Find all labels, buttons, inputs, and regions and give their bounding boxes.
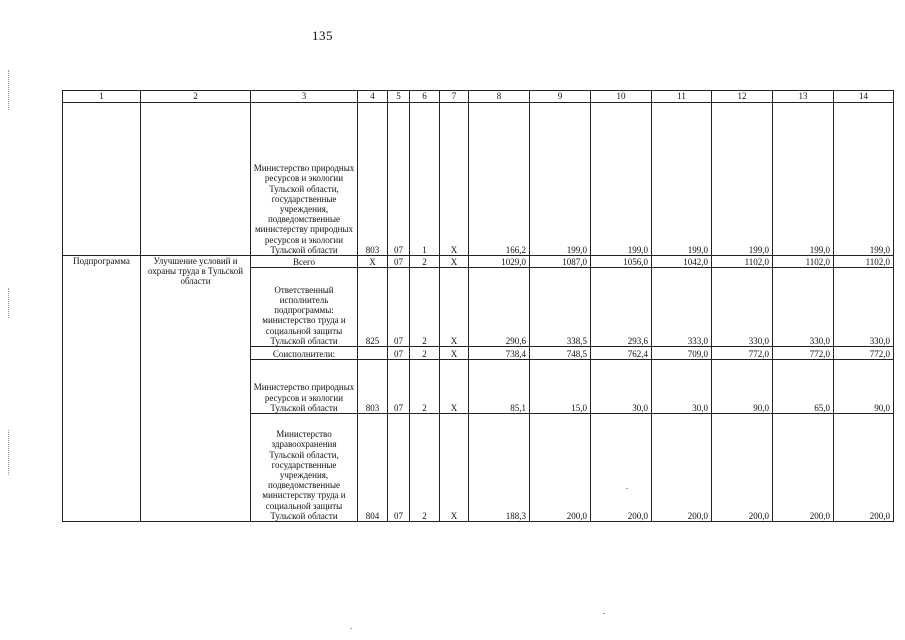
target-article-cell: Х [440, 360, 469, 414]
amount-cell: 1042,0 [652, 256, 712, 268]
page-number: 135 [312, 28, 333, 43]
grbs-code-cell: 803 [358, 103, 388, 256]
amount-cell: 1029,0 [469, 256, 530, 268]
section-code-cell: 07 [388, 414, 410, 522]
amount-cell: 200,0 [773, 414, 834, 522]
amount-cell: 90,0 [834, 360, 894, 414]
scan-margin-mark [8, 430, 9, 475]
amount-cell: 90,0 [712, 360, 773, 414]
amount-cell: 65,0 [773, 360, 834, 414]
program-name-cell [141, 103, 251, 256]
scan-margin-mark [8, 288, 9, 318]
scan-margin-mark [8, 70, 9, 110]
column-number: 6 [410, 91, 440, 103]
amount-cell: 293,6 [591, 268, 652, 347]
program-type-cell: Подпрограмма [63, 256, 141, 522]
amount-cell: 738,4 [469, 347, 530, 360]
column-number-row [63, 91, 894, 103]
amount-cell: 199,0 [773, 103, 834, 256]
amount-cell: 1102,0 [773, 256, 834, 268]
amount-cell: 330,0 [773, 268, 834, 347]
column-number: 5 [388, 91, 410, 103]
column-number: 13 [773, 91, 834, 103]
section-code-cell: 07 [388, 268, 410, 347]
scan-speck [350, 628, 352, 629]
amount-cell: 762,4 [591, 347, 652, 360]
column-number: 14 [834, 91, 894, 103]
amount-cell: 200,0 [591, 414, 652, 522]
amount-cell: 30,0 [652, 360, 712, 414]
amount-cell: 748,5 [530, 347, 591, 360]
amount-cell: 15,0 [530, 360, 591, 414]
executor-cell: Министерство природных ресурсов и экологии Тульской области, государственные учреждения, подведомственные министерству природных ресурсов и экологии Тульской области [251, 103, 358, 256]
amount-cell: 330,0 [834, 268, 894, 347]
target-article-cell: Х [440, 347, 469, 360]
grbs-code-cell: Х [358, 256, 388, 268]
executor-cell: Министерство природных ресурсов и экологии Тульской области [251, 360, 358, 414]
amount-cell: 338,5 [530, 268, 591, 347]
amount-cell: 709,0 [652, 347, 712, 360]
program-type-cell [63, 103, 141, 256]
amount-cell: 1102,0 [834, 256, 894, 268]
amount-cell: 30,0 [591, 360, 652, 414]
column-number: 3 [251, 91, 358, 103]
program-name-cell: Улучшение условий и охраны труда в Тульской области [141, 256, 251, 522]
amount-cell: 772,0 [712, 347, 773, 360]
subsection-code-cell: 2 [410, 360, 440, 414]
budget-table [62, 90, 894, 522]
executor-cell: Всего [251, 256, 358, 268]
amount-cell: 1102,0 [712, 256, 773, 268]
section-code-cell: 07 [388, 256, 410, 268]
amount-cell: 200,0 [652, 414, 712, 522]
amount-cell: 1056,0 [591, 256, 652, 268]
subsection-code-cell: 2 [410, 268, 440, 347]
column-number: 2 [141, 91, 251, 103]
amount-cell: 330,0 [712, 268, 773, 347]
amount-cell: 85,1 [469, 360, 530, 414]
executor-cell: Соисполнители: [251, 347, 358, 360]
grbs-code-cell: 803 [358, 360, 388, 414]
subsection-code-cell: 1 [410, 103, 440, 256]
subsection-code-cell: 2 [410, 256, 440, 268]
column-number: 10 [591, 91, 652, 103]
amount-cell: 199,0 [591, 103, 652, 256]
target-article-cell: Х [440, 256, 469, 268]
grbs-code-cell: 825 [358, 268, 388, 347]
table-row [63, 103, 894, 256]
amount-cell: 200,0 [530, 414, 591, 522]
section-code-cell: 07 [388, 347, 410, 360]
amount-cell: 1087,0 [530, 256, 591, 268]
amount-cell: 772,0 [834, 347, 894, 360]
target-article-cell: Х [440, 414, 469, 522]
amount-cell: 166,2 [469, 103, 530, 256]
executor-cell: Ответственный исполнитель подпрограммы: министерство труда и социальной защиты Тульской области [251, 268, 358, 347]
amount-cell: 200,0 [834, 414, 894, 522]
table-row [63, 256, 894, 268]
amount-cell: 290,6 [469, 268, 530, 347]
amount-cell: 199,0 [712, 103, 773, 256]
amount-cell: 200,0 [712, 414, 773, 522]
subsection-code-cell: 2 [410, 414, 440, 522]
column-number: 8 [469, 91, 530, 103]
column-number: 4 [358, 91, 388, 103]
grbs-code-cell: 804 [358, 414, 388, 522]
target-article-cell: Х [440, 268, 469, 347]
column-number: 11 [652, 91, 712, 103]
amount-cell: 199,0 [652, 103, 712, 256]
section-code-cell: 07 [388, 360, 410, 414]
column-number: 9 [530, 91, 591, 103]
column-number: 1 [63, 91, 141, 103]
scan-speck [603, 613, 605, 614]
column-number: 12 [712, 91, 773, 103]
target-article-cell: Х [440, 103, 469, 256]
subsection-code-cell: 2 [410, 347, 440, 360]
amount-cell: 772,0 [773, 347, 834, 360]
amount-cell: 199,0 [834, 103, 894, 256]
section-code-cell: 07 [388, 103, 410, 256]
column-number: 7 [440, 91, 469, 103]
amount-cell: 333,0 [652, 268, 712, 347]
grbs-code-cell [358, 347, 388, 360]
amount-cell: 188,3 [469, 414, 530, 522]
amount-cell: 199,0 [530, 103, 591, 256]
executor-cell: Министерство здравоохранения Тульской области, государственные учреждения, подведомственные министерству труда и социальной защиты Тульской области [251, 414, 358, 522]
